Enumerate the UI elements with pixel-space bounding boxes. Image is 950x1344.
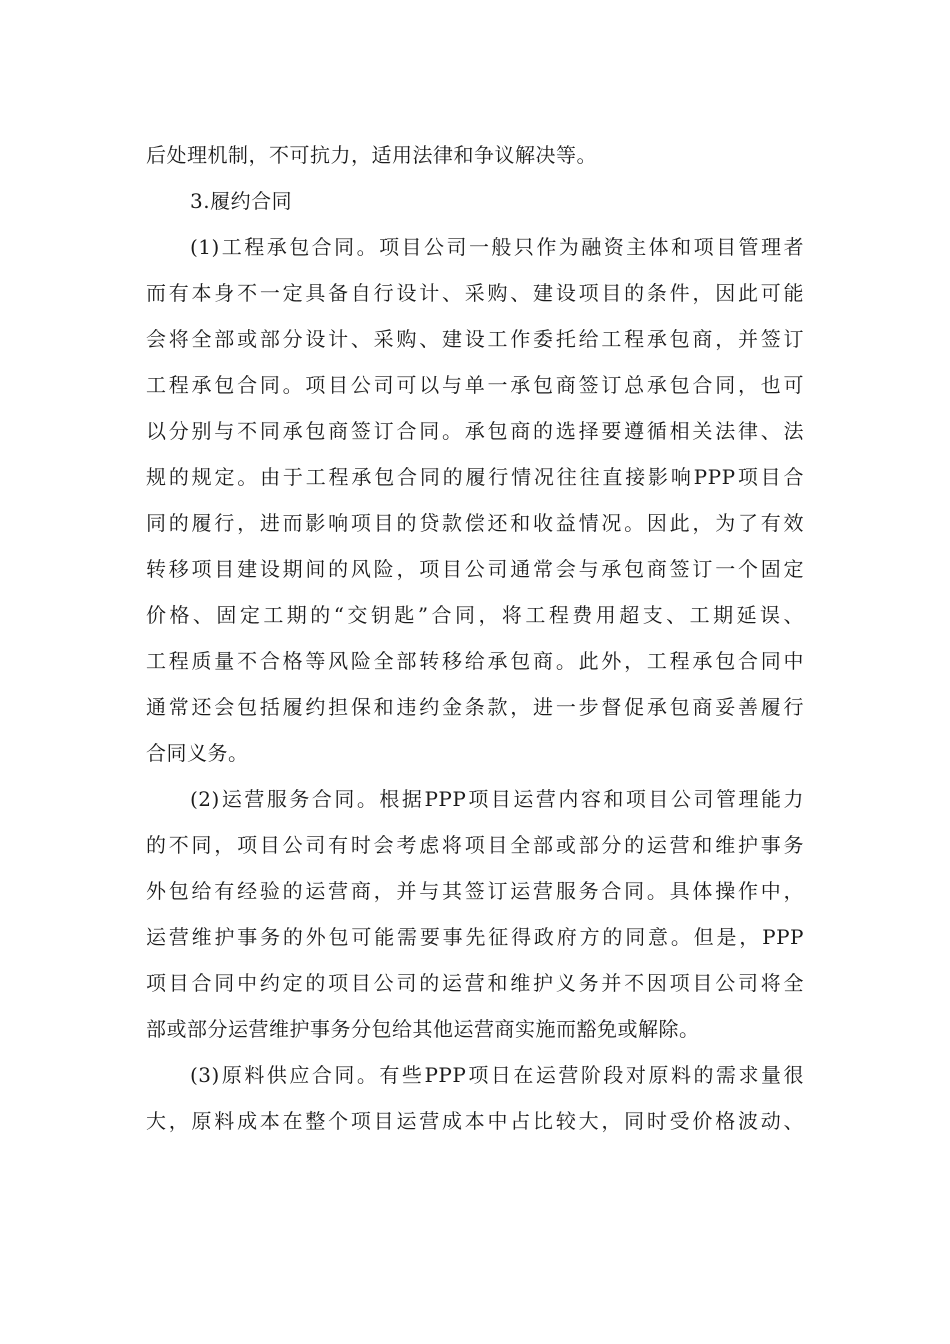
paragraph-first-line: (2)运营服务合同。根据PPP项目运营内容和项目公司管理能力: [190, 787, 804, 811]
text-line: 工程承包合同。项目公司可以与单一承包商签订总承包合同，也可: [146, 373, 804, 397]
text-line: 以分别与不同承包商签订合同。承包商的选择要遵循相关法律、法: [146, 419, 804, 443]
document-body: [146, 132, 804, 1144]
text-line: 运营维护事务的外包可能需要事先征得政府方的同意。但是，PPP: [146, 925, 804, 949]
text-line: 工程质量不合格等风险全部转移给承包商。此外，工程承包合同中: [146, 649, 804, 673]
text-line: 后处理机制，不可抗力，适用法律和争议解决等。: [146, 143, 597, 167]
text-line: 项目合同中约定的项目公司的运营和维护义务并不因项目公司将全: [146, 971, 804, 995]
section-heading: 3.履约合同: [190, 189, 293, 213]
text-line: 会将全部或部分设计、采购、建设工作委托给工程承包商，并签订: [146, 327, 804, 351]
text-line: 大，原料成本在整个项目运营成本中占比较大，同时受价格波动、: [146, 1109, 804, 1133]
text-line: 价格、固定工期的“交钥匙”合同，将工程费用超支、工期延误、: [146, 603, 804, 627]
text-line: 规的规定。由于工程承包合同的履行情况往往直接影响PPP项目合: [146, 465, 804, 489]
text-line: 外包给有经验的运营商，并与其签订运营服务合同。具体操作中，: [146, 879, 804, 903]
text-line: 而有本身不一定具备自行设计、采购、建设项目的条件，因此可能: [146, 281, 804, 305]
text-line: 通常还会包括履约担保和违约金条款，进一步督促承包商妥善履行: [146, 695, 804, 719]
paragraph-first-line: (1)工程承包合同。项目公司一般只作为融资主体和项目管理者: [190, 235, 804, 259]
paragraph-last-line: 合同义务。: [146, 741, 249, 765]
text-line: 转移项目建设期间的风险，项目公司通常会与承包商签订一个固定: [146, 557, 804, 581]
paragraph-last-line: 部或部分运营维护事务分包给其他运营商实施而豁免或解除。: [146, 1017, 700, 1041]
text-line: 同的履行，进而影响项目的贷款偿还和收益情况。因此，为了有效: [146, 511, 804, 535]
paragraph-first-line: (3)原料供应合同。有些PPP项日在运营阶段对原料的需求量很: [190, 1063, 804, 1087]
text-line: 的不同，项目公司有时会考虑将项目全部或部分的运营和维护事务: [146, 833, 804, 857]
